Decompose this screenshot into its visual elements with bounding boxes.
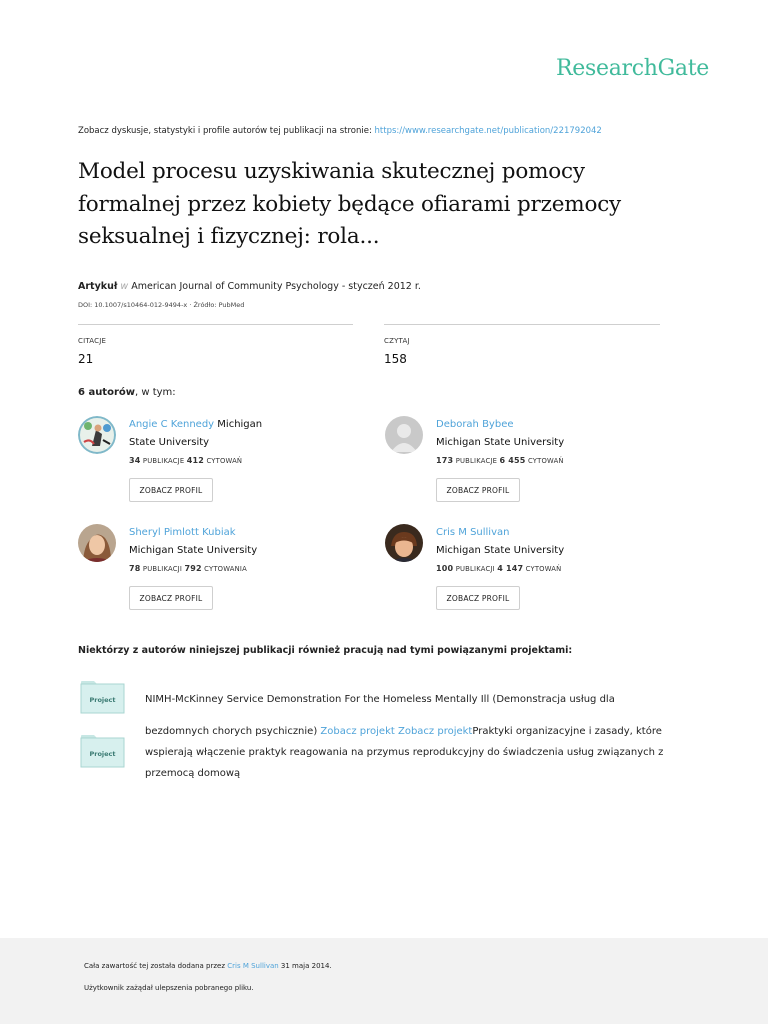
authors-heading	[78, 387, 176, 398]
project-text: przemocą domową	[145, 768, 241, 779]
project-icon-label: Project	[89, 696, 116, 704]
project-text: bezdomnych chorych psychicznie)	[145, 726, 321, 737]
default-user-icon	[385, 416, 423, 454]
pubs-count: 100	[436, 564, 454, 573]
title-line: Model procesu uzyskiwania skutecznej pomocy	[78, 159, 585, 184]
author-counts	[436, 456, 564, 465]
author-affiliation: Michigan	[214, 419, 263, 430]
author-affiliation: Michigan State University	[436, 544, 565, 556]
avatar[interactable]	[385, 416, 423, 454]
cites-label: CYTOWAŃ	[527, 457, 564, 465]
author-name-link[interactable]: Deborah Bybee	[436, 419, 514, 430]
project-text: Praktyki organizacyjne i zasady, które	[472, 726, 662, 737]
cites-count: 792	[184, 564, 202, 573]
footer-download-note: Użytkownik zażądał ulepszenia pobranego pliku.	[84, 984, 254, 992]
pubs-label: PUBLIKACJI	[455, 565, 495, 573]
journal-date: American Journal of Community Psychology - styczeń 2012 r.	[131, 281, 421, 292]
source-url-link[interactable]: https://www.researchgate.net/publication/221792042	[374, 126, 602, 136]
projects-heading: Niektórzy z autorów niniejszej publikacji również pracują nad tymi powiązanymi projektami:	[78, 645, 573, 656]
author-affiliation: Michigan State University	[436, 436, 565, 448]
avatar[interactable]	[78, 524, 116, 562]
view-profile-button[interactable]: ZOBACZ PROFIL	[129, 586, 213, 610]
cites-count: 412	[186, 456, 205, 465]
view-project-link[interactable]: Zobacz projekt	[397, 726, 473, 737]
title-line: formalnej przez kobiety będące ofiarami przemocy	[78, 191, 622, 217]
author-name-link[interactable]: Angie C Kennedy	[129, 419, 215, 430]
author-counts	[436, 564, 561, 573]
author-counts	[129, 564, 247, 573]
project-folder-icon[interactable]	[80, 680, 125, 714]
cites-count: 6 455	[499, 456, 526, 465]
title-line: seksualnej i fizycznej: rola...	[78, 224, 380, 249]
cites-label: CYTOWANIA	[204, 565, 247, 573]
uploader-link[interactable]: Cris M Sullivan	[227, 962, 279, 970]
folder-icon	[80, 680, 125, 714]
authors-count: 6 autorów	[78, 387, 135, 398]
citations-label: CITACJE	[78, 337, 107, 345]
pubs-label: PUBLIKACJE	[455, 457, 498, 465]
pubs-label: PUBLIKACJE	[142, 457, 185, 465]
stats-divider	[78, 324, 353, 325]
article-type: Artykuł	[78, 281, 118, 292]
view-profile-button[interactable]: ZOBACZ PROFIL	[436, 586, 520, 610]
folder-icon	[80, 734, 125, 768]
footer-uploaded-by	[84, 962, 332, 970]
cites-label: CYTOWAŃ	[525, 565, 562, 573]
author-card	[78, 416, 338, 506]
pubs-count: 78	[129, 564, 141, 573]
author-card	[385, 416, 645, 506]
author-affiliation: Michigan State University	[129, 544, 258, 556]
source-text: Zobacz dyskusje, statystyki i profile autorów tej publikacji na stronie:	[78, 126, 375, 136]
reads-label: CZYTAJ	[384, 337, 410, 345]
footer	[0, 938, 768, 1024]
pubs-label: PUBLIKACJI	[142, 565, 183, 573]
authors-suffix: , w tym:	[135, 387, 176, 398]
cites-count: 4 147	[497, 564, 524, 573]
project-description	[145, 721, 665, 784]
author-card	[78, 524, 338, 614]
avatar-illustration-icon	[78, 416, 116, 454]
reads-value: 158	[384, 352, 407, 366]
citations-value: 21	[78, 352, 94, 366]
view-profile-button[interactable]: ZOBACZ PROFIL	[436, 478, 520, 502]
user-photo-icon	[385, 524, 423, 562]
view-project-link[interactable]: Zobacz projekt	[320, 726, 395, 737]
footer-text: Cała zawartość tej została dodana przez	[84, 962, 228, 970]
project-icon-label: Project	[89, 750, 116, 758]
author-name-link[interactable]: Cris M Sullivan	[436, 527, 510, 538]
article-meta	[78, 281, 421, 292]
publication-title	[78, 156, 698, 254]
project-text: wspierają włączenie praktyk reagowania na przymus reprodukcyjny do świadczenia usług związanych z	[145, 747, 664, 758]
pubs-count: 173	[436, 456, 454, 465]
avatar[interactable]	[385, 524, 423, 562]
source-line	[78, 126, 602, 136]
stats-divider	[384, 324, 660, 325]
footer-text: 31 maja 2014.	[278, 962, 332, 970]
project-folder-icon[interactable]	[80, 734, 125, 768]
author-affiliation: State University	[129, 436, 210, 448]
author-counts	[129, 456, 242, 465]
author-card	[385, 524, 645, 614]
avatar[interactable]	[78, 416, 116, 454]
cites-label: CYTOWAŃ	[206, 457, 243, 465]
user-photo-icon	[78, 524, 116, 562]
pubs-count: 34	[129, 456, 141, 465]
researchgate-logo[interactable]: ResearchGate	[556, 56, 709, 81]
in-word: w	[120, 281, 129, 292]
doi-line: DOI: 10.1007/s10464-012-9494-x · Źródło: PubMed	[78, 301, 245, 309]
view-profile-button[interactable]: ZOBACZ PROFIL	[129, 478, 213, 502]
project-title-line: NIMH-McKinney Service Demonstration For the Homeless Mentally Ill (Demonstracja usług dla	[145, 694, 615, 705]
author-name-link[interactable]: Sheryl Pimlott Kubiak	[129, 527, 236, 538]
